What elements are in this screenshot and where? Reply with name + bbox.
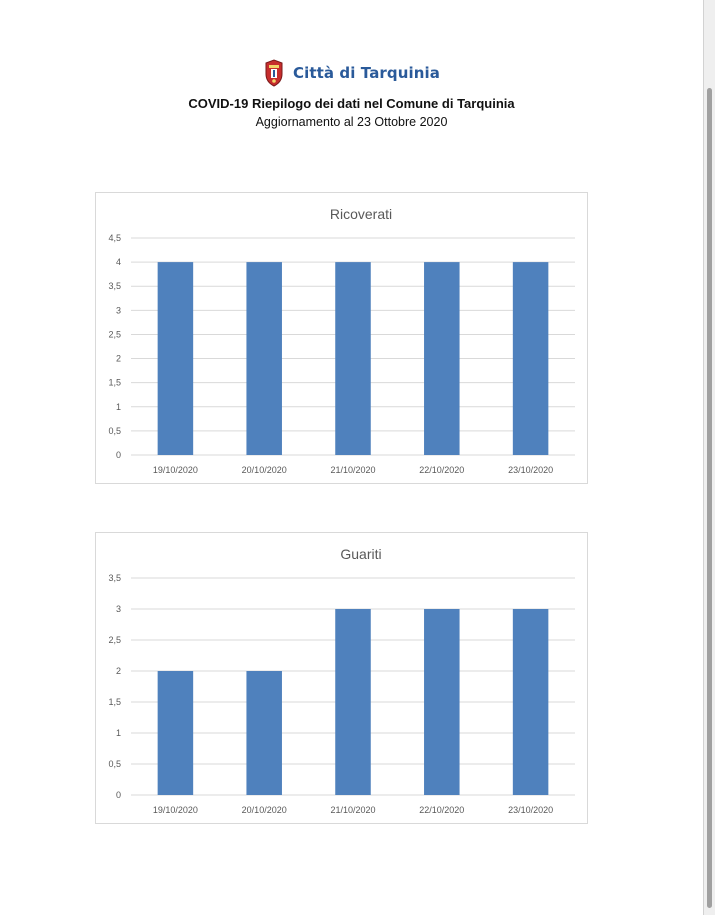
ricoverati-y-tick-label: 2,5 [108, 329, 121, 340]
ricoverati-bar-4 [424, 262, 460, 455]
ricoverati-y-tick-label: 4,5 [108, 233, 121, 243]
scrollbar-thumb[interactable] [707, 88, 712, 908]
document-subtitle: Aggiornamento al 23 Ottobre 2020 [255, 115, 448, 129]
ricoverati-y-tick-label: 3 [115, 305, 121, 316]
guariti-bar-3 [335, 609, 371, 795]
ricoverati-y-tick-label: 2 [115, 353, 121, 364]
chart-guariti [95, 532, 588, 824]
ricoverati-x-category-label: 19/10/2020 [152, 465, 198, 475]
ricoverati-bar-3 [335, 262, 371, 455]
ricoverati-x-category-label: 21/10/2020 [330, 465, 376, 475]
ricoverati-y-tick-label: 4 [115, 257, 121, 268]
guariti-bar-5 [513, 609, 549, 795]
document-title: COVID-19 Riepilogo dei dati nel Comune di Tarquinia [188, 96, 515, 111]
ricoverati-chart-title: Ricoverati [329, 206, 393, 222]
guariti-chart-title: Guariti [340, 546, 382, 562]
guariti-x-category-label: 21/10/2020 [330, 805, 376, 815]
guariti-y-tick-label: 1,5 [108, 697, 121, 707]
ricoverati-y-tick-label: 0 [115, 450, 121, 460]
ricoverati-x-category-label: 22/10/2020 [419, 465, 465, 475]
ricoverati-bar-2 [246, 262, 282, 455]
guariti-y-tick-label: 0 [115, 790, 121, 800]
guariti-y-tick-label: 3,5 [108, 573, 121, 583]
guariti-x-category-label: 22/10/2020 [419, 805, 465, 815]
ricoverati-x-category-label: 20/10/2020 [241, 465, 287, 475]
ricoverati-y-tick-label: 0,5 [108, 425, 121, 436]
chart-ricoverati-plot [96, 193, 589, 485]
ricoverati-y-tick-label: 1,5 [108, 377, 121, 388]
municipal-crest-icon [263, 59, 285, 87]
vertical-scrollbar[interactable] [704, 0, 715, 915]
ricoverati-bar-1 [158, 262, 194, 455]
guariti-y-tick-label: 1 [115, 728, 121, 738]
guariti-bar-4 [424, 609, 460, 795]
chart-ricoverati [95, 192, 588, 484]
guariti-y-tick-label: 0,5 [108, 759, 121, 769]
guariti-y-tick-label: 2 [115, 666, 121, 676]
guariti-y-tick-label: 3 [115, 604, 121, 614]
guariti-x-category-label: 19/10/2020 [152, 805, 198, 815]
city-name: Città di Tarquinia [292, 64, 441, 82]
guariti-bar-2 [246, 671, 282, 795]
header-logo [0, 58, 703, 88]
ricoverati-y-tick-label: 3,5 [108, 281, 121, 292]
ricoverati-bar-5 [513, 262, 549, 455]
guariti-bar-1 [158, 671, 194, 795]
guariti-x-category-label: 20/10/2020 [241, 805, 287, 815]
ricoverati-x-category-label: 23/10/2020 [508, 465, 554, 475]
guariti-y-tick-label: 2,5 [108, 635, 121, 645]
chart-guariti-plot [96, 533, 589, 825]
ricoverati-y-tick-label: 1 [115, 401, 121, 412]
guariti-x-category-label: 23/10/2020 [508, 805, 554, 815]
